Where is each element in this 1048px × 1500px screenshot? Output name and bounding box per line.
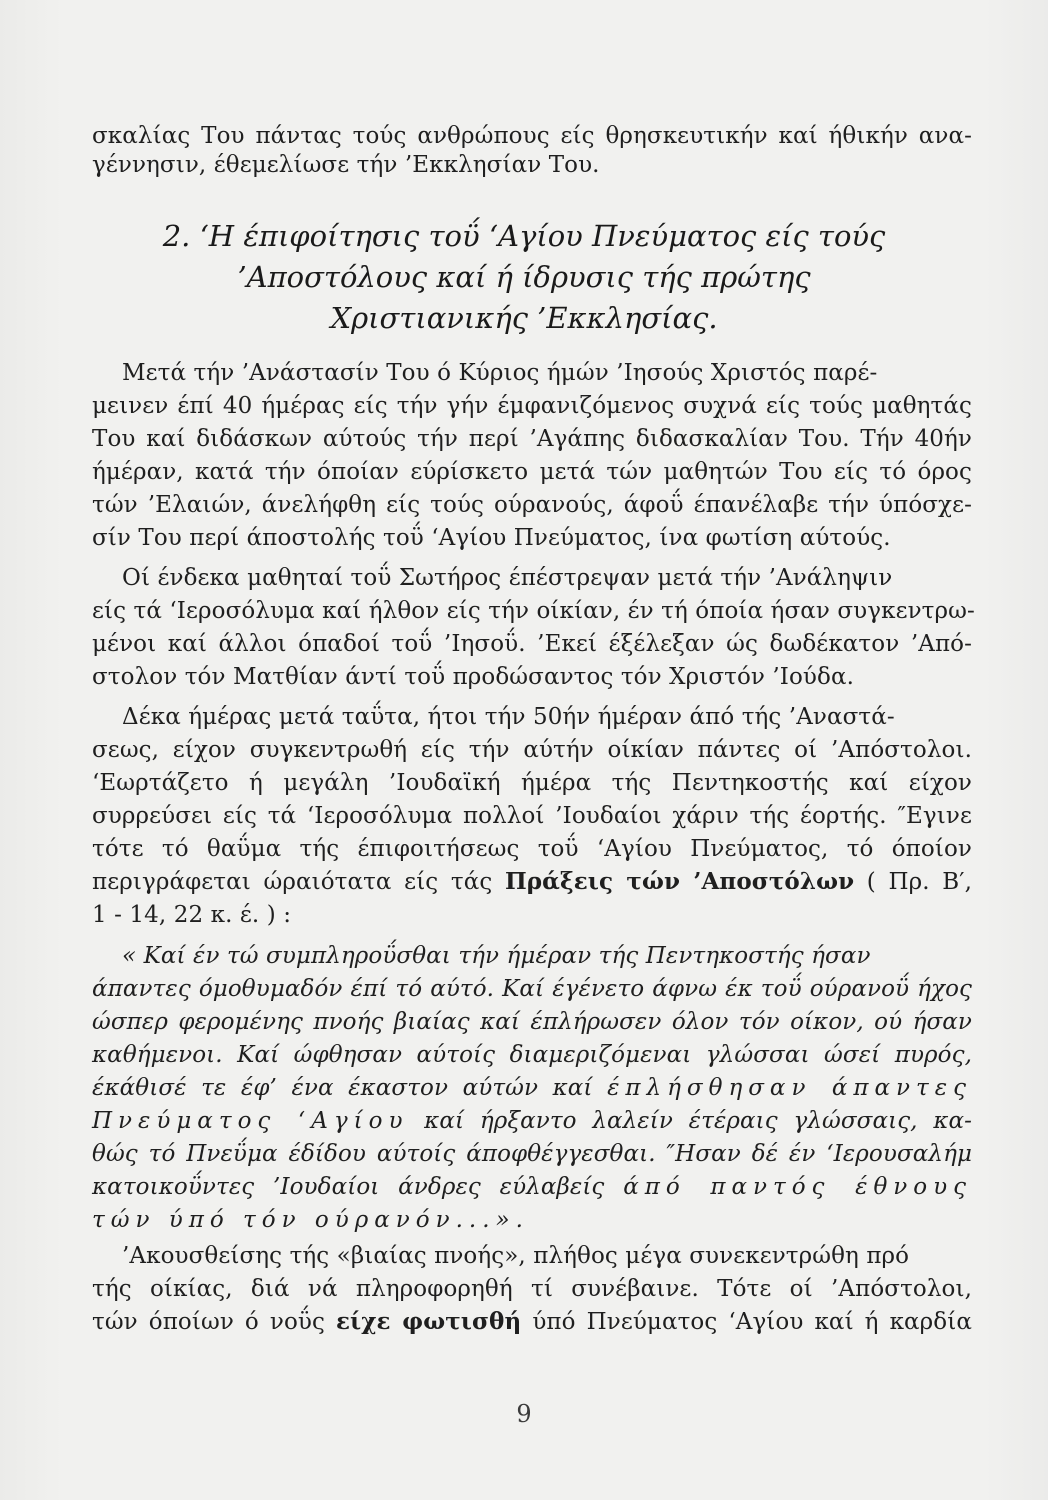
quote-line-1: « Καί έν τώ συμπληροΰσθαι τήν ήμέραν τής Πεντηκοστής ήσαν [122, 943, 871, 969]
paragraph-3-line-6 [92, 867, 972, 897]
paragraph-2-line-4: στολον τόν Ματθίαν άντί τοΰ προδώσαντος τόν Χριστόν ’Ιούδα. [92, 664, 855, 690]
quote-line-6-end: καί ήρξαντο λαλείν έτέραις γλώσσαις, κα- [408, 1108, 973, 1134]
paragraph-4-line-3-end: ύπό Πνεύματος ‘Αγίου καί ή καρδία [521, 1309, 972, 1335]
quote-spaced-phrase-4: τών ύπό τόν ούρανόν...». [92, 1207, 529, 1233]
quote-line-5 [92, 1073, 972, 1103]
section-heading-line-3: Χριστιανικής ’Εκκλησίας. [330, 301, 718, 335]
quote-line-6 [92, 1106, 972, 1136]
paragraph-4-line-1: ’Ακουσθείσης τής «βιαίας πνοής», πλήθος μέγα συνεκεντρώθη πρό [122, 1243, 910, 1269]
paragraph-4-line-3 [92, 1307, 972, 1337]
paragraph-1-line-2: μεινεν έπί 40 ήμέρας είς τήν γήν έμφανιζόμενος συχνά είς τούς μαθητάς [92, 393, 972, 419]
quote-line-2: άπαντες όμοθυμαδόν έπί τό αύτό. Καί έγένετο άφνω έκ τοΰ ούρανοΰ ήχος [92, 976, 972, 1002]
paragraph-4-line-3-start: τών όποίων ό νοΰς [92, 1309, 336, 1335]
quote-line-8-start: κατοικοΰντες ’Ιουδαίοι άνδρες εύλαβείς [92, 1174, 624, 1200]
paragraph-3-line-5: τότε τό θαΰμα τής έπιφοιτήσεως τοΰ ‘Αγίου Πνεύματος, τό όποίον [92, 836, 972, 862]
paragraph-1-line-3: Του καί διδάσκων αύτούς τήν περί ’Αγάπης διδασκαλίαν Του. Τήν 40ήν [92, 426, 972, 452]
paragraph-3-line-3: ‘Εωρτάζετο ή μεγάλη ’Ιουδαϊκή ήμέρα τής Πεντηκοστής καί είχον [92, 770, 972, 796]
paragraph-1-line-1: Μετά τήν ’Ανάστασίν Του ό Κύριος ήμών ’Ιησούς Χριστός παρέ- [122, 360, 878, 386]
paragraph-3-line-1: Δέκα ήμέρας μετά ταΰτα, ήτοι τήν 50ήν ήμέραν άπό τής ’Αναστά- [122, 704, 895, 730]
quote-spaced-phrase-3: άπό παντός έθνους [623, 1174, 972, 1200]
paragraph-2-line-1: Οί ένδεκα μαθηταί τοΰ Σωτήρος έπέστρεψαν μετά τήν ’Ανάληψιν [122, 565, 893, 591]
quote-spaced-phrase-1: έπλήσθησαν άπαντες [607, 1075, 972, 1101]
quote-line-4: καθήμενοι. Καί ώφθησαν αύτοίς διαμεριζόμεναι γλώσσαι ώσεί πυρός, [92, 1042, 972, 1068]
quote-line-7: θώς τό Πνεΰμα έδίδου αύτοίς άποφθέγγεσθαι. ″Ησαν δέ έν ‘Ιερουσαλήμ [92, 1141, 972, 1167]
intro-text-line-1: σκαλίας Του πάντας τούς ανθρώπους είς θρησκευτικήν καί ήθικήν ανα- [92, 123, 972, 149]
paragraph-3-line-4: συρρεύσει είς τά ‘Ιεροσόλυμα πολλοί ’Ιουδαίοι χάριν τής έορτής. ″Εγινε [92, 803, 972, 829]
paragraph-3-line-6-start: περιγράφεται ώραιότατα είς τάς [92, 869, 505, 895]
quote-line-3: ώσπερ φερομένης πνοής βιαίας καί έπλήρωσεν όλον τόν οίκον, ού ήσαν [92, 1009, 972, 1035]
paragraph-1-line-4: ήμέραν, κατά τήν όποίαν εύρίσκετο μετά τών μαθητών Του είς τό όρος [92, 459, 972, 485]
intro-text-line-2: γέννησιν, έθεμελίωσε τήν ’Εκκλησίαν Του. [92, 152, 600, 178]
paragraph-3-line-6-end: ( Πρ. Β′, [854, 869, 972, 895]
paragraph-2-line-2: είς τά ‘Ιεροσόλυμα καί ήλθον είς τήν οίκίαν, έν τή όποία ήσαν συγκεντρω- [92, 598, 975, 624]
acts-of-apostles-reference: Πράξεις τών ’Αποστόλων [504, 868, 855, 895]
paragraph-1-line-6: σίν Του περί άποστολής τοΰ ‘Αγίου Πνεύματος, ίνα φωτίση αύτούς. [92, 525, 891, 551]
quote-line-9 [92, 1205, 972, 1235]
quote-line-5-start: έκάθισέ τε έφ’ ένα έκαστον αύτών καί [92, 1075, 608, 1101]
section-heading-line-2: ’Αποστόλους καί ή ίδρυσις τής πρώτης [237, 260, 811, 294]
page-number: 9 [516, 1400, 532, 1428]
paragraph-1-line-5: τών ’Ελαιών, άνελήφθη είς τούς ούρανούς, άφοΰ έπανέλαβε τήν ύπόσχε- [92, 492, 972, 518]
paragraph-3-line-2: σεως, είχον συγκεντρωθή είς τήν αύτήν οίκίαν πάντες οί ’Απόστολοι. [92, 737, 972, 763]
paragraph-4-line-2: τής οίκίας, διά νά πληροφορηθή τί συνέβαινε. Τότε οί ’Απόστολοι, [92, 1276, 972, 1302]
paragraph-2-line-3: μένοι καί άλλοι όπαδοί τοΰ ’Ιησοΰ. ’Εκεί έξέλεξαν ώς δωδέκατον ’Από- [92, 631, 972, 657]
paragraph-4-bold-phrase: είχε φωτισθή [335, 1308, 522, 1335]
section-heading-line-1: 2. ‘Η έπιφοίτησις τοΰ ‘Αγίου Πνεύματος είς τούς [162, 219, 886, 253]
paragraph-3-line-7: 1 - 14, 22 κ. έ. ) : [92, 902, 292, 928]
quote-line-8 [92, 1172, 972, 1202]
quote-spaced-phrase-2: Πνεύματος ‘Αγίου [92, 1108, 409, 1134]
